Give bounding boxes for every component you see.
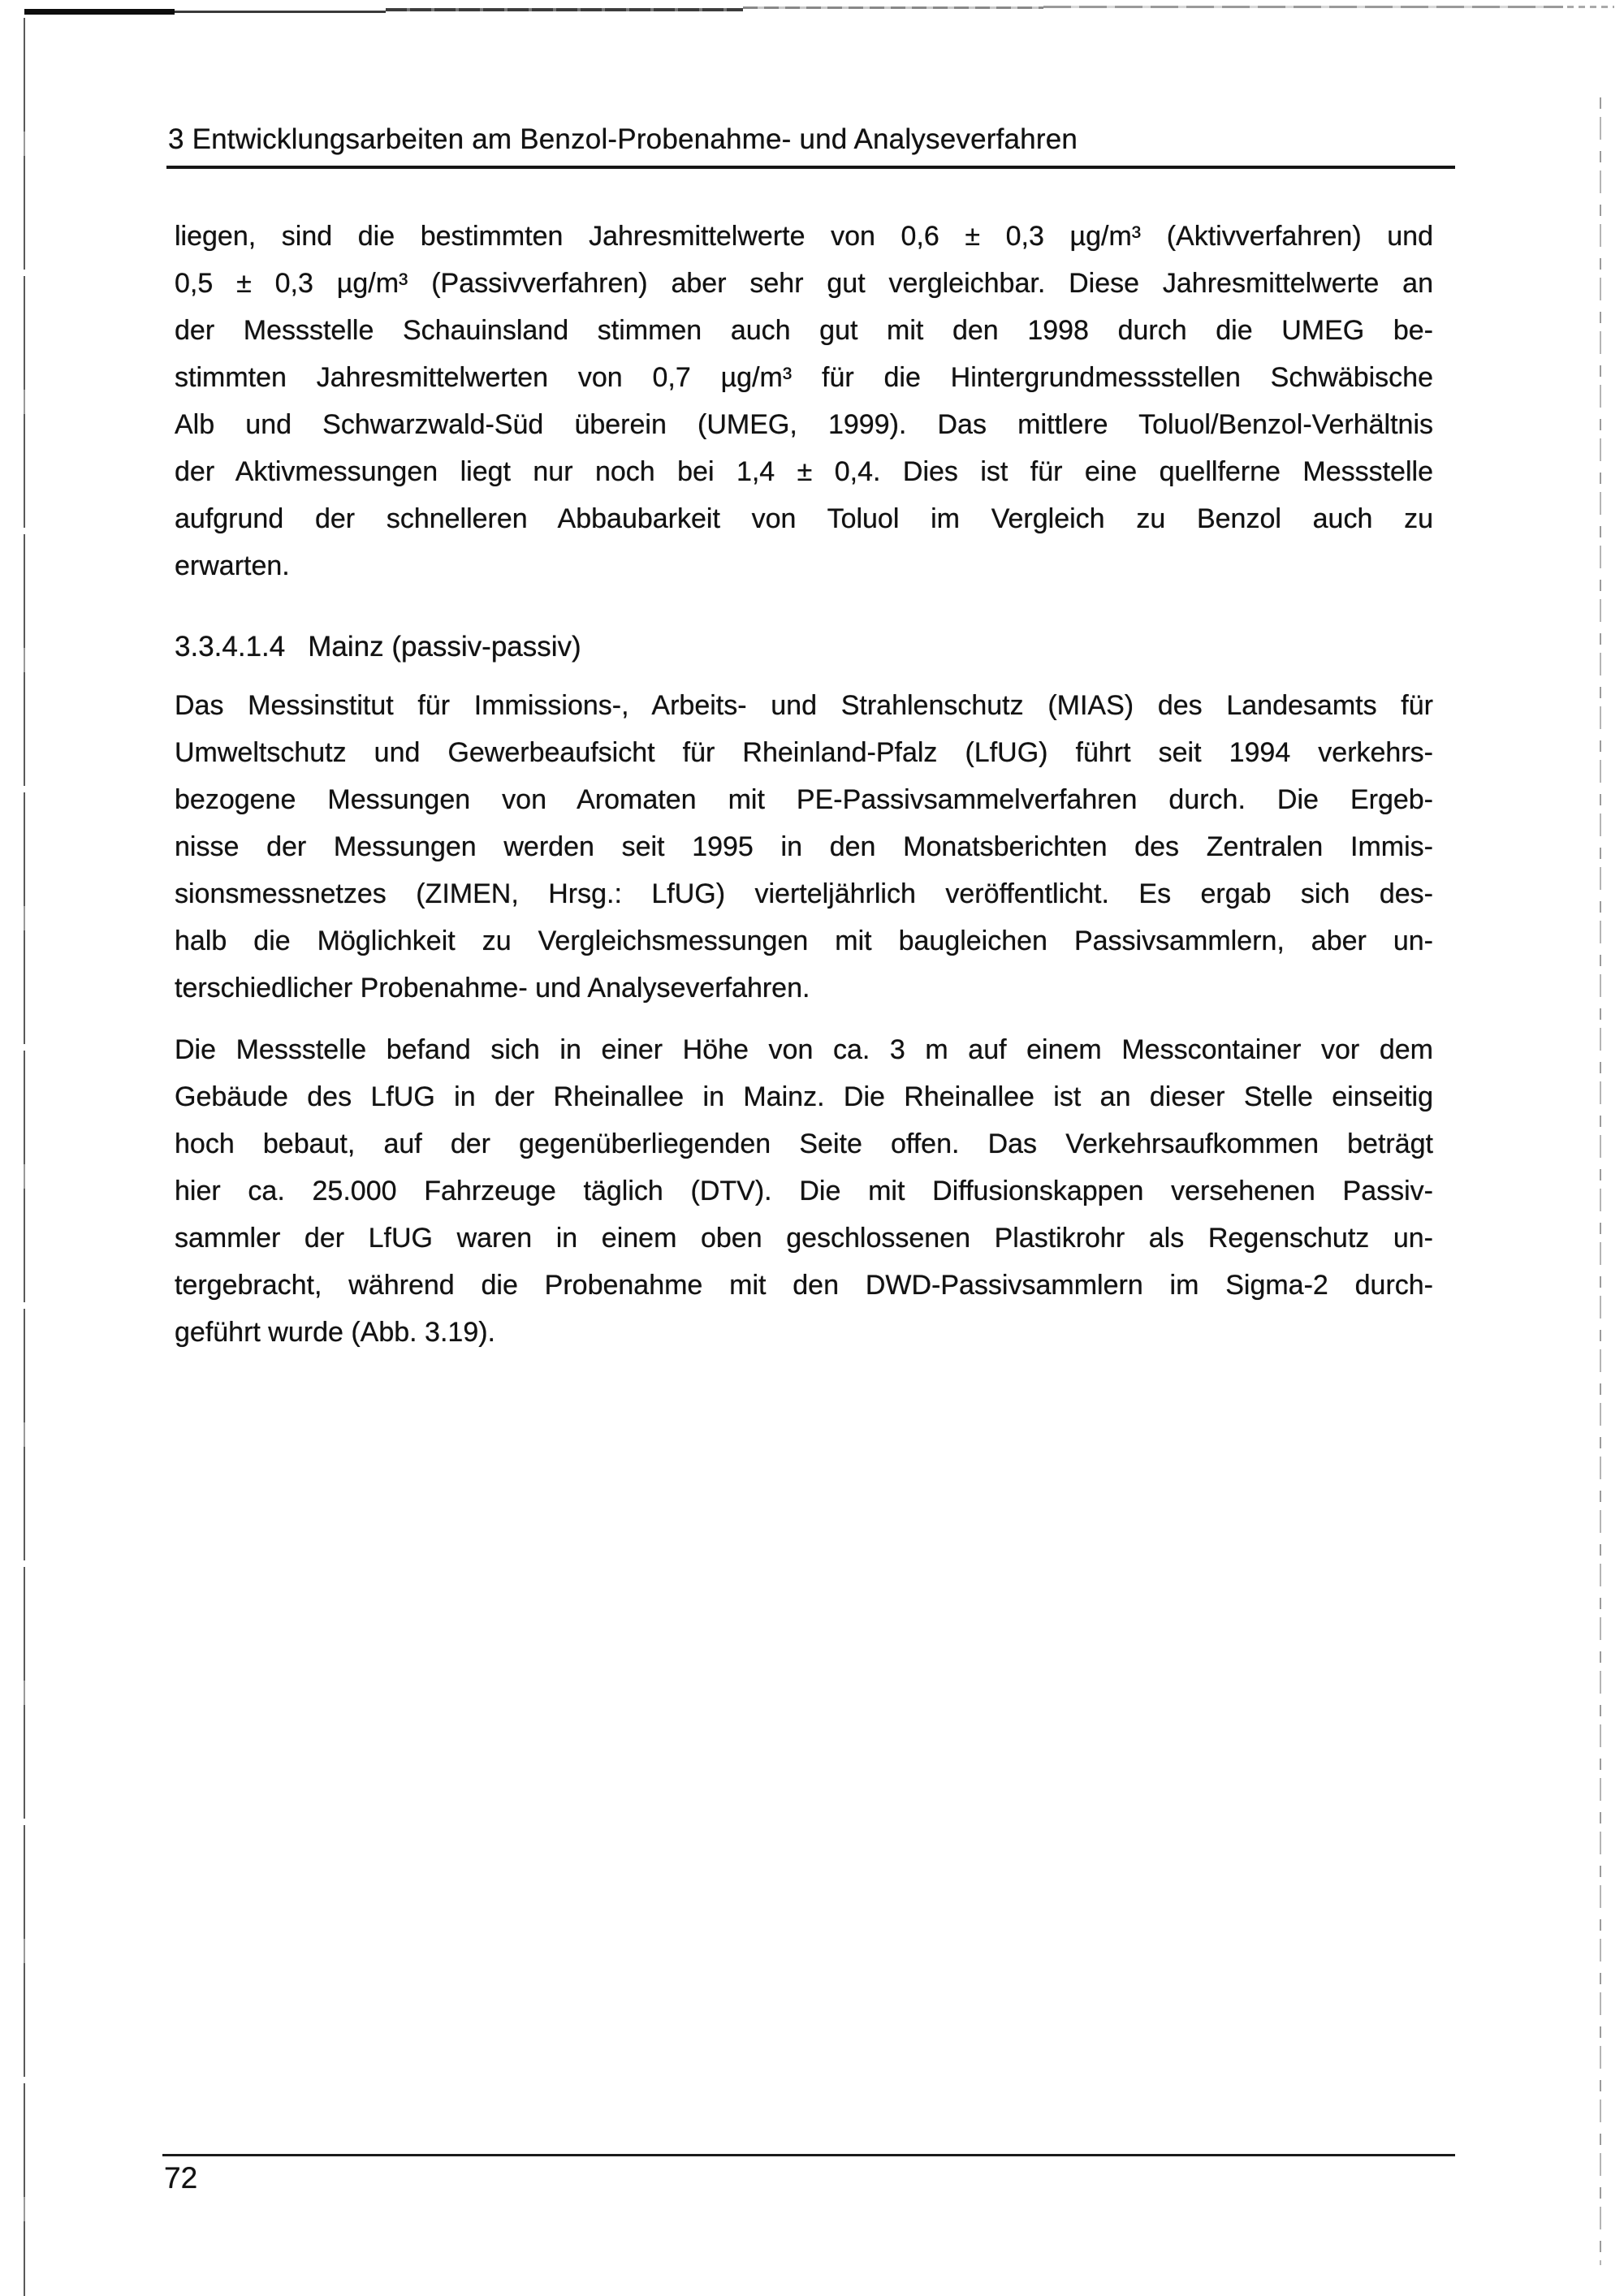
text-line: 0,5 ± 0,3 µg/m³ (Passivverfahren) aber sehr gut vergleichbar. Diese Jahresmittelwerte an: [175, 268, 1433, 299]
paragraph: [175, 1026, 1433, 1356]
text-line: bezogene Messungen von Aromaten mit PE-Passivsammelverfahren durch. Die Ergeb-: [175, 784, 1433, 815]
text-line: der Aktivmessungen liegt nur noch bei 1,4 ± 0,4. Dies ist für eine quellferne Messstelle: [175, 456, 1433, 487]
text-line: halb die Möglichkeit zu Vergleichsmessungen mit baugleichen Passivsammlern, aber un-: [175, 926, 1433, 956]
text-line: geführt wurde (Abb. 3.19).: [175, 1317, 496, 1348]
content-column: [175, 213, 1433, 1356]
text-line: sammler der LfUG waren in einem oben geschlossenen Plastikrohr als Regenschutz un-: [175, 1223, 1433, 1254]
text-line: sionsmessnetzes (ZIMEN, Hrsg.: LfUG) vierteljährlich veröffentlicht. Es ergab sich des-: [175, 878, 1433, 909]
text-line: Gebäude des LfUG in der Rheinallee in Mainz. Die Rheinallee ist an dieser Stelle einseitig: [175, 1081, 1433, 1112]
scan-artifact-top-streak: [1567, 6, 1614, 8]
scan-artifact-top-streak: [743, 6, 1043, 9]
text-line: erwarten.: [175, 550, 290, 581]
paragraph: [175, 213, 1433, 589]
section-heading: [175, 627, 1433, 667]
scan-artifact-top-streak: [175, 11, 386, 13]
text-line: terschiedlicher Probenahme- und Analyseverfahren.: [175, 973, 810, 1003]
scan-artifact-top-streak: [1043, 6, 1563, 8]
footer-rule: [162, 2154, 1455, 2156]
page-number: 72: [164, 2161, 198, 2195]
text-line: aufgrund der schnelleren Abbaubarkeit von Toluol im Vergleich zu Benzol auch zu: [175, 503, 1433, 534]
text-line: Das Messinstitut für Immissions-, Arbeits- und Strahlenschutz (MIAS) des Landesamts für: [175, 690, 1433, 721]
text-line: nisse der Messungen werden seit 1995 in den Monatsberichten des Zentralen Immis-: [175, 831, 1433, 862]
scan-artifact-left-edge-line: [24, 18, 25, 2296]
text-line: tergebracht, während die Probenahme mit den DWD-Passivsammlern im Sigma-2 durch-: [175, 1270, 1433, 1301]
header-rule: [166, 166, 1455, 169]
text-line: Die Messstelle befand sich in einer Höhe von ca. 3 m auf einem Messcontainer vor dem: [175, 1034, 1433, 1065]
text-line: der Messstelle Schauinsland stimmen auch gut mit den 1998 durch die UMEG be-: [175, 315, 1433, 346]
text-line: hoch bebaut, auf der gegenüberliegenden Seite offen. Das Verkehrsaufkommen beträgt: [175, 1129, 1433, 1159]
text-line: Alb und Schwarzwald-Süd überein (UMEG, 1999). Das mittlere Toluol/Benzol-Verhältnis: [175, 409, 1433, 440]
running-header-title: 3 Entwicklungsarbeiten am Benzol-Probenahme- und Analyseverfahren: [168, 123, 1078, 155]
section-number: 3.3.4.1.4: [175, 631, 286, 662]
scan-artifact-right-edge-line: [1600, 97, 1601, 2265]
section-title: Mainz (passiv-passiv): [308, 631, 581, 662]
text-line: hier ca. 25.000 Fahrzeuge täglich (DTV). Die mit Diffusionskappen versehenen Passiv-: [175, 1176, 1433, 1206]
text-line: liegen, sind die bestimmten Jahresmittelwerte von 0,6 ± 0,3 µg/m³ (Aktivverfahren) und: [175, 221, 1433, 252]
scan-artifact-top-streak: [386, 8, 743, 11]
text-line: stimmten Jahresmittelwerten von 0,7 µg/m³ für die Hintergrundmessstellen Schwäbische: [175, 362, 1433, 393]
text-line: Umweltschutz und Gewerbeaufsicht für Rheinland-Pfalz (LfUG) führt seit 1994 verkehrs-: [175, 737, 1433, 768]
paragraph: [175, 682, 1433, 1012]
scan-artifact-top-streak: [24, 9, 175, 15]
